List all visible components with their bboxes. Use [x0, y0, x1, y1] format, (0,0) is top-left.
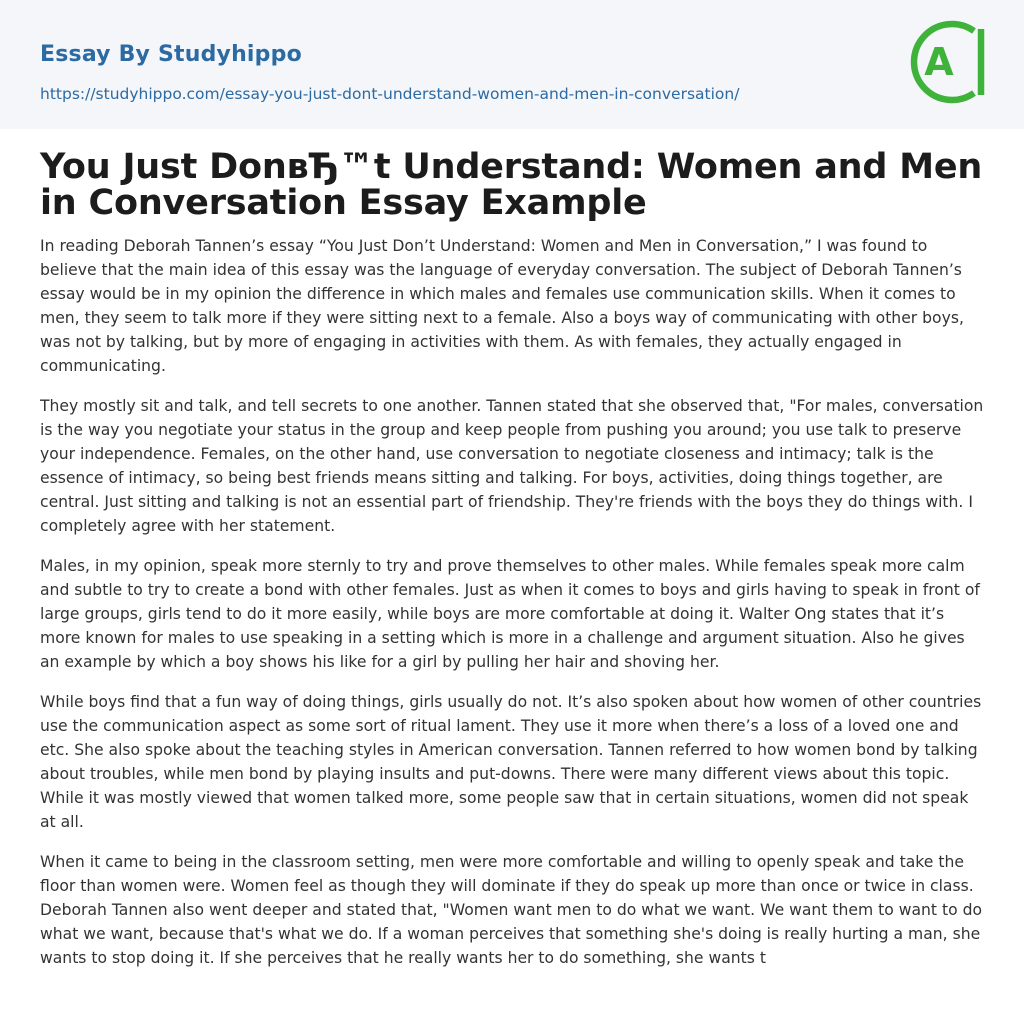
- article-title: You Just DonвЂ™t Understand: Women and Men in Conversation Essay Example: [40, 147, 983, 223]
- article-paragraph: While boys find that a fun way of doing things, girls usually do not. It’s also spoken about how women of other countries use the communication aspect as some sort of ritual lament. They use it more when there’s a loss of a loved one and etc. She also spoke about the teaching styles in American conversation. Tannen referred to how women bond by talking about troubles, while men bond by playing insults and put-downs. There were many different views about this topic. While it was mostly viewed that women talked more, some people saw that in certain situations, women did not speak at all.: [40, 693, 982, 831]
- page-url-link[interactable]: https://studyhippo.com/essay-you-just-dont-understand-women-and-men-in-conversation/: [40, 85, 740, 103]
- site-name[interactable]: Essay By Studyhippo: [40, 42, 302, 67]
- article-paragraph: In reading Deborah Tannen’s essay “You Just Don’t Understand: Women and Men in Conversation,” I was found to believe that the main idea of this essay was the language of everyday conversation. The subject of Deborah Tannen’s essay would be in my opinion the difference in which males and females use communication skills. When it comes to men, they seem to talk more if they were sitting next to a female. Also a boys way of communicating with other boys, was not by talking, but by more of engaging in activities with them. As with females, they actually engaged in communicating.: [40, 237, 964, 375]
- article-paragraph-truncated: When it came to being in the classroom setting, men were more comfortable and willing to openly speak and take the floor than women were. Women feel as though they will dominate if they do speak up more than once or twice in class. Deborah Tannen also went deeper and stated that, "Women want men to do what we want. We want them to want to do what we want, because that's what we do. If a woman perceives that something she's doing is really hurting a man, she wants to stop doing it. If she perceives that he really wants her to do something, she wants t: [40, 853, 983, 967]
- article-paragraph: Males, in my opinion, speak more sternly to try and prove themselves to other males. While females speak more calm and subtle to try to create a bond with other females. Just as when it comes to boys and girls having to speak in front of large groups, girls tend to do it more easily, while boys are more comfortable at doing it. Walter Ong states that it’s more known for males to use speaking in a setting which is more in a challenge and argument situation. Also he gives an example by which a boy shows his like for a girl by pulling her hair and shoving her.: [40, 557, 980, 671]
- article-paragraph: They mostly sit and talk, and tell secrets to one another. Tannen stated that she observed that, "For males, conversation is the way you negotiate your status in the group and keep people from pushing you around; you use talk to preserve your independence. Females, on the other hand, use conversation to negotiate closeness and intimacy; talk is the essence of intimacy, so being best friends means sitting and talking. For boys, activities, doing things together, are central. Just sitting and talking is not an essential part of friendship. They're friends with the boys they do things with. I completely agree with her statement.: [40, 397, 984, 535]
- article-body: [40, 234, 988, 970]
- logo-letter: A: [924, 40, 954, 84]
